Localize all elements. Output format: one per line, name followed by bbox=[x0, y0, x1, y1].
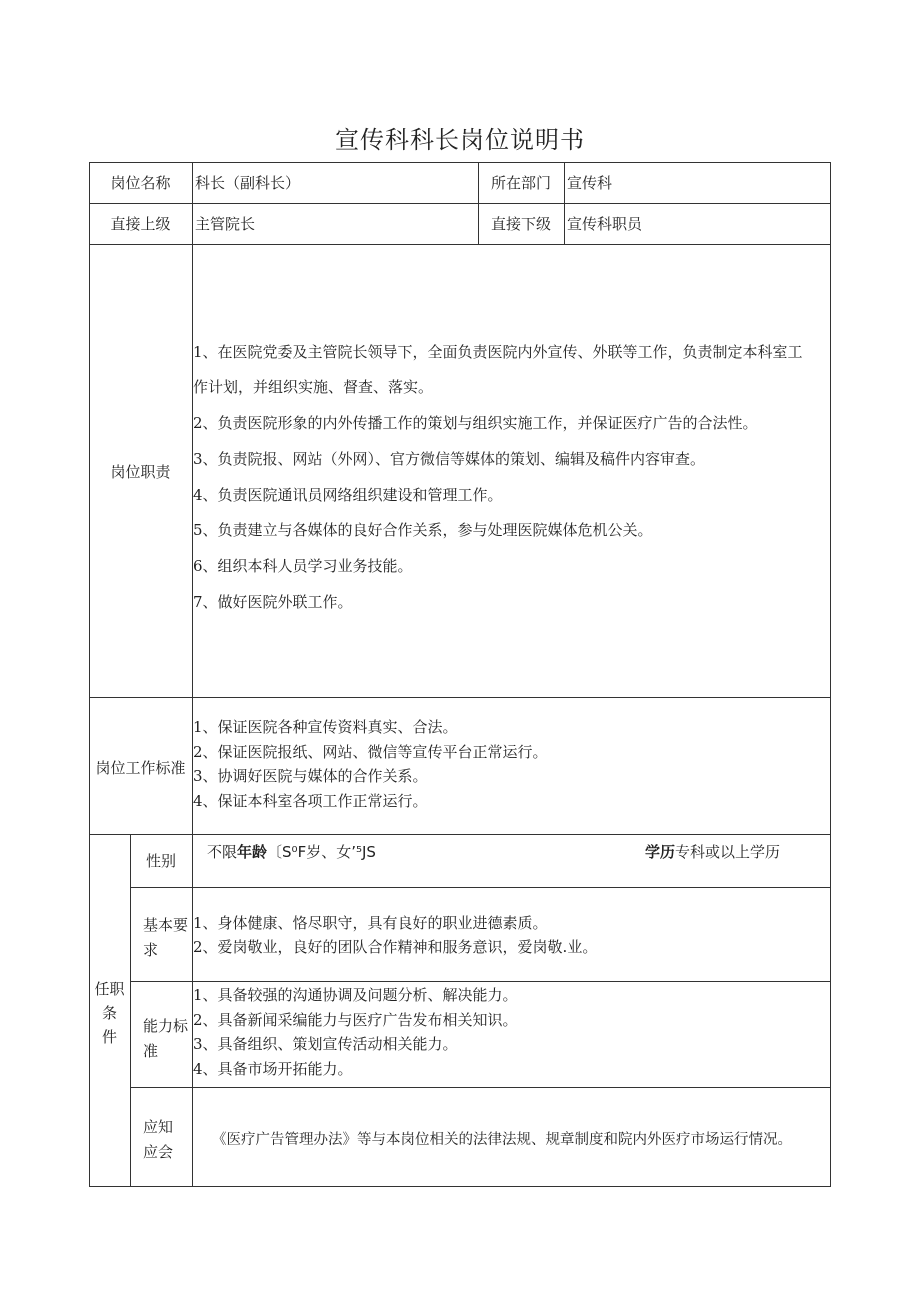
department-label: 所在部门 bbox=[490, 174, 551, 192]
qualifications-label-line2-visible: 条 bbox=[101, 1004, 117, 1022]
age-label: 年龄 bbox=[237, 843, 268, 861]
education-value: 专科或以上学历 bbox=[675, 843, 781, 861]
qualifications-label-line3: 件 bbox=[101, 1028, 117, 1046]
ability-label bbox=[143, 1014, 188, 1064]
subordinate-value: 宣传科职员 bbox=[567, 215, 643, 233]
list-item: 1、在医院党委及主管院长领导下，全面负责医院内外宣传、外联等工作，负责制定本科室工 bbox=[193, 343, 803, 361]
list-item: 作计划，并组织实施、督查、落实。 bbox=[193, 378, 434, 396]
grid-line bbox=[130, 981, 831, 982]
grid-line bbox=[130, 1087, 831, 1088]
qualifications-label-line1: 任职 bbox=[94, 980, 125, 998]
age-prefix: 不限 bbox=[207, 843, 238, 861]
qualifications-label bbox=[89, 977, 130, 1049]
list-item: 3、协调好医院与媒体的合作关系。 bbox=[193, 767, 428, 785]
grid-line bbox=[564, 162, 565, 244]
list-item: 3、负责院报、网站（外网）、官方微信等媒体的策划、编辑及稿件内容审查。 bbox=[193, 450, 706, 468]
superior-value: 主管院长 bbox=[195, 215, 256, 233]
education-field bbox=[645, 842, 780, 862]
department-value: 宣传科 bbox=[567, 174, 613, 192]
list-item: 7、做好医院外联工作。 bbox=[193, 593, 353, 611]
list-item: 2、负责医院形象的内外传播工作的策划与组织实施工作，并保证医疗广告的合法性。 bbox=[193, 414, 758, 432]
gender-label: 性别 bbox=[145, 852, 176, 870]
list-item: 1、具备较强的沟通协调及问题分析、解决能力。 bbox=[193, 986, 518, 1004]
list-item: 3、具备组织、策划宣传活动相关能力。 bbox=[193, 1035, 458, 1053]
grid-line bbox=[89, 834, 831, 835]
list-item: 4、负责医院通讯员网络组织建设和管理工作。 bbox=[193, 486, 503, 504]
grid-line bbox=[89, 244, 831, 245]
ability-label-line2: 准 bbox=[143, 1042, 159, 1060]
list-item: 2、具备新闻采编能力与医疗广告发布相关知识。 bbox=[193, 1011, 518, 1029]
knowledge-label bbox=[143, 1115, 173, 1165]
grid-line bbox=[130, 834, 131, 1187]
education-label: 学历 bbox=[645, 843, 676, 861]
subordinate-label: 直接下级 bbox=[490, 215, 551, 233]
ability-label-line1: 能力标 bbox=[143, 1017, 189, 1035]
age-field bbox=[207, 842, 376, 862]
knowledge-text: 《医疗广告管理办法》等与本岗位相关的法律法规、规章制度和院内外医疗市场运行情况。 bbox=[212, 1132, 792, 1148]
grid-line bbox=[89, 203, 831, 204]
list-item: 1、身体健康、恪尽职守，具有良好的职业进德素质。 bbox=[193, 914, 548, 932]
basic-label-line2: 求 bbox=[143, 941, 159, 959]
grid-line bbox=[89, 697, 831, 698]
page-title: 宣传科科长岗位说明书 bbox=[335, 126, 585, 154]
grid-line bbox=[89, 162, 831, 163]
list-item: 2、保证医院报纸、网站、微信等宣传平台正常运行。 bbox=[193, 743, 548, 761]
duties-label: 岗位职责 bbox=[110, 463, 171, 481]
standards-label: 岗位工作标准 bbox=[95, 759, 186, 777]
knowledge-label-line2: 应会 bbox=[143, 1143, 174, 1161]
list-item: 4、保证本科室各项工作正常运行。 bbox=[193, 792, 428, 810]
age-value: 〔S⁰F岁、女’⁵JS bbox=[267, 843, 376, 861]
list-item: 4、具备市场开拓能力。 bbox=[193, 1060, 353, 1078]
list-item: 6、组织本科人员学习业务技能。 bbox=[193, 557, 413, 575]
knowledge-label-line1: 应知 bbox=[143, 1118, 174, 1136]
list-item: 2、爱岗敬业，良好的团队合作精神和服务意识，爱岗敬.业。 bbox=[193, 938, 598, 956]
position-name-value: 科长（副科长） bbox=[195, 174, 301, 192]
position-name-label: 岗位名称 bbox=[110, 174, 171, 192]
grid-line bbox=[830, 162, 831, 1187]
grid-line bbox=[130, 887, 831, 888]
superior-label: 直接上级 bbox=[110, 215, 171, 233]
basic-label-line1: 基本要 bbox=[143, 916, 189, 934]
list-item: 1、保证医院各种宣传资料真实、合法。 bbox=[193, 718, 458, 736]
basic-label bbox=[143, 913, 188, 963]
list-item: 5、负责建立与各媒体的良好合作关系，参与处理医院媒体危机公关。 bbox=[193, 521, 653, 539]
grid-line bbox=[89, 1186, 831, 1187]
